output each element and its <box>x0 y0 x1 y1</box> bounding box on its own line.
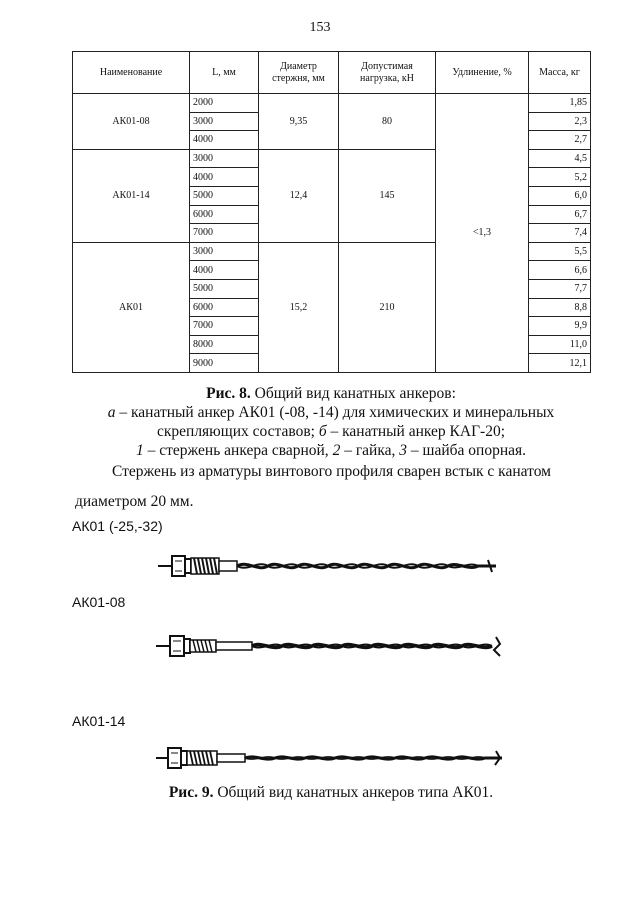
caption-mark-3: 3 <box>399 442 408 459</box>
header-name: Наименование <box>73 52 190 94</box>
caption-line-2 <box>0 403 640 422</box>
anchor-label-ak01-25-32: АК01 (-25,-32) <box>72 518 163 534</box>
length-cell: 6000 <box>190 298 259 317</box>
diameter-cell: 12,4 <box>259 149 339 242</box>
mass-cell: 5,2 <box>529 168 591 187</box>
caption-mark-a: а <box>107 404 116 421</box>
figure-9-caption <box>0 784 640 802</box>
mass-cell: 7,4 <box>529 224 591 243</box>
mass-cell: 12,1 <box>529 354 591 373</box>
mass-cell: 6,6 <box>529 261 591 280</box>
paragraph-line-2: диаметром 20 мм. <box>75 493 194 510</box>
header-diameter: Диаметр стержня, мм <box>259 52 339 94</box>
anchor-drawing-ak01-25-32 <box>158 548 502 584</box>
caption-mark-b: б <box>318 423 327 440</box>
length-cell: 2000 <box>190 94 259 113</box>
length-cell: 4000 <box>190 261 259 280</box>
length-cell: 3000 <box>190 242 259 261</box>
length-cell: 5000 <box>190 186 259 205</box>
length-cell: 4000 <box>190 131 259 150</box>
header-elongation: Удлинение, % <box>436 52 529 94</box>
mass-cell: 7,7 <box>529 279 591 298</box>
caption-line-3 <box>0 422 640 441</box>
page-number: 153 <box>309 20 331 35</box>
length-cell: 6000 <box>190 205 259 224</box>
mass-cell: 6,0 <box>529 186 591 205</box>
group-name: АК01-08 <box>73 94 190 150</box>
anchor-spec-table <box>72 51 591 373</box>
elongation-cell: <1,3 <box>436 94 529 373</box>
group-name: АК01 <box>73 242 190 372</box>
caption-text: Общий вид канатных анкеров типа АК01. <box>213 784 494 801</box>
load-cell: 80 <box>339 94 436 150</box>
caption-title: Рис. 8. <box>206 385 251 402</box>
length-cell: 9000 <box>190 354 259 373</box>
mass-cell: 11,0 <box>529 335 591 354</box>
caption-line-1 <box>0 384 640 403</box>
caption-text: – шайба опорная. <box>407 442 527 459</box>
caption-text: Общий вид канатных анкеров: <box>250 385 456 402</box>
anchor-drawing-ak01-14 <box>152 740 512 776</box>
figure-8-caption <box>0 384 640 460</box>
anchor-drawing-ak01-08 <box>150 628 506 664</box>
anchor-label-ak01-14: АК01-14 <box>72 713 126 729</box>
length-cell: 8000 <box>190 335 259 354</box>
mass-cell: 2,3 <box>529 112 591 131</box>
header-length: L, мм <box>190 52 259 94</box>
load-cell: 210 <box>339 242 436 372</box>
mass-cell: 9,9 <box>529 317 591 336</box>
caption-text: – гайка, <box>340 442 400 459</box>
diameter-cell: 15,2 <box>259 242 339 372</box>
caption-text: скрепляющих составов; <box>156 423 319 440</box>
mass-cell: 2,7 <box>529 131 591 150</box>
caption-text: – канатный анкер КАГ-20; <box>326 423 506 440</box>
caption-text: – стержень анкера сварной, <box>143 442 333 459</box>
length-cell: 4000 <box>190 168 259 187</box>
caption-title: Рис. 9. <box>168 784 214 801</box>
mass-cell: 1,85 <box>529 94 591 113</box>
length-cell: 7000 <box>190 317 259 336</box>
group-name: АК01-14 <box>73 149 190 242</box>
caption-line-4 <box>0 441 640 460</box>
header-load: Допустимая нагрузка, кН <box>339 52 436 94</box>
length-cell: 3000 <box>190 112 259 131</box>
table-header-row <box>73 52 591 94</box>
length-cell: 5000 <box>190 279 259 298</box>
anchor-label-ak01-08: АК01-08 <box>72 594 126 610</box>
mass-cell: 8,8 <box>529 298 591 317</box>
mass-cell: 6,7 <box>529 205 591 224</box>
paragraph-line-1: Стержень из арматуры винтового профиля сварен встык с канатом <box>112 463 551 480</box>
caption-mark-2: 2 <box>332 442 341 459</box>
caption-text: – канатный анкер АК01 (-08, -14) для химических и минеральных <box>115 404 555 421</box>
caption-mark-1: 1 <box>135 442 144 459</box>
load-cell: 145 <box>339 149 436 242</box>
header-mass: Масса, кг <box>529 52 591 94</box>
length-cell: 3000 <box>190 149 259 168</box>
mass-cell: 4,5 <box>529 149 591 168</box>
length-cell: 7000 <box>190 224 259 243</box>
mass-cell: 5,5 <box>529 242 591 261</box>
table-row <box>73 94 591 113</box>
diameter-cell: 9,35 <box>259 94 339 150</box>
